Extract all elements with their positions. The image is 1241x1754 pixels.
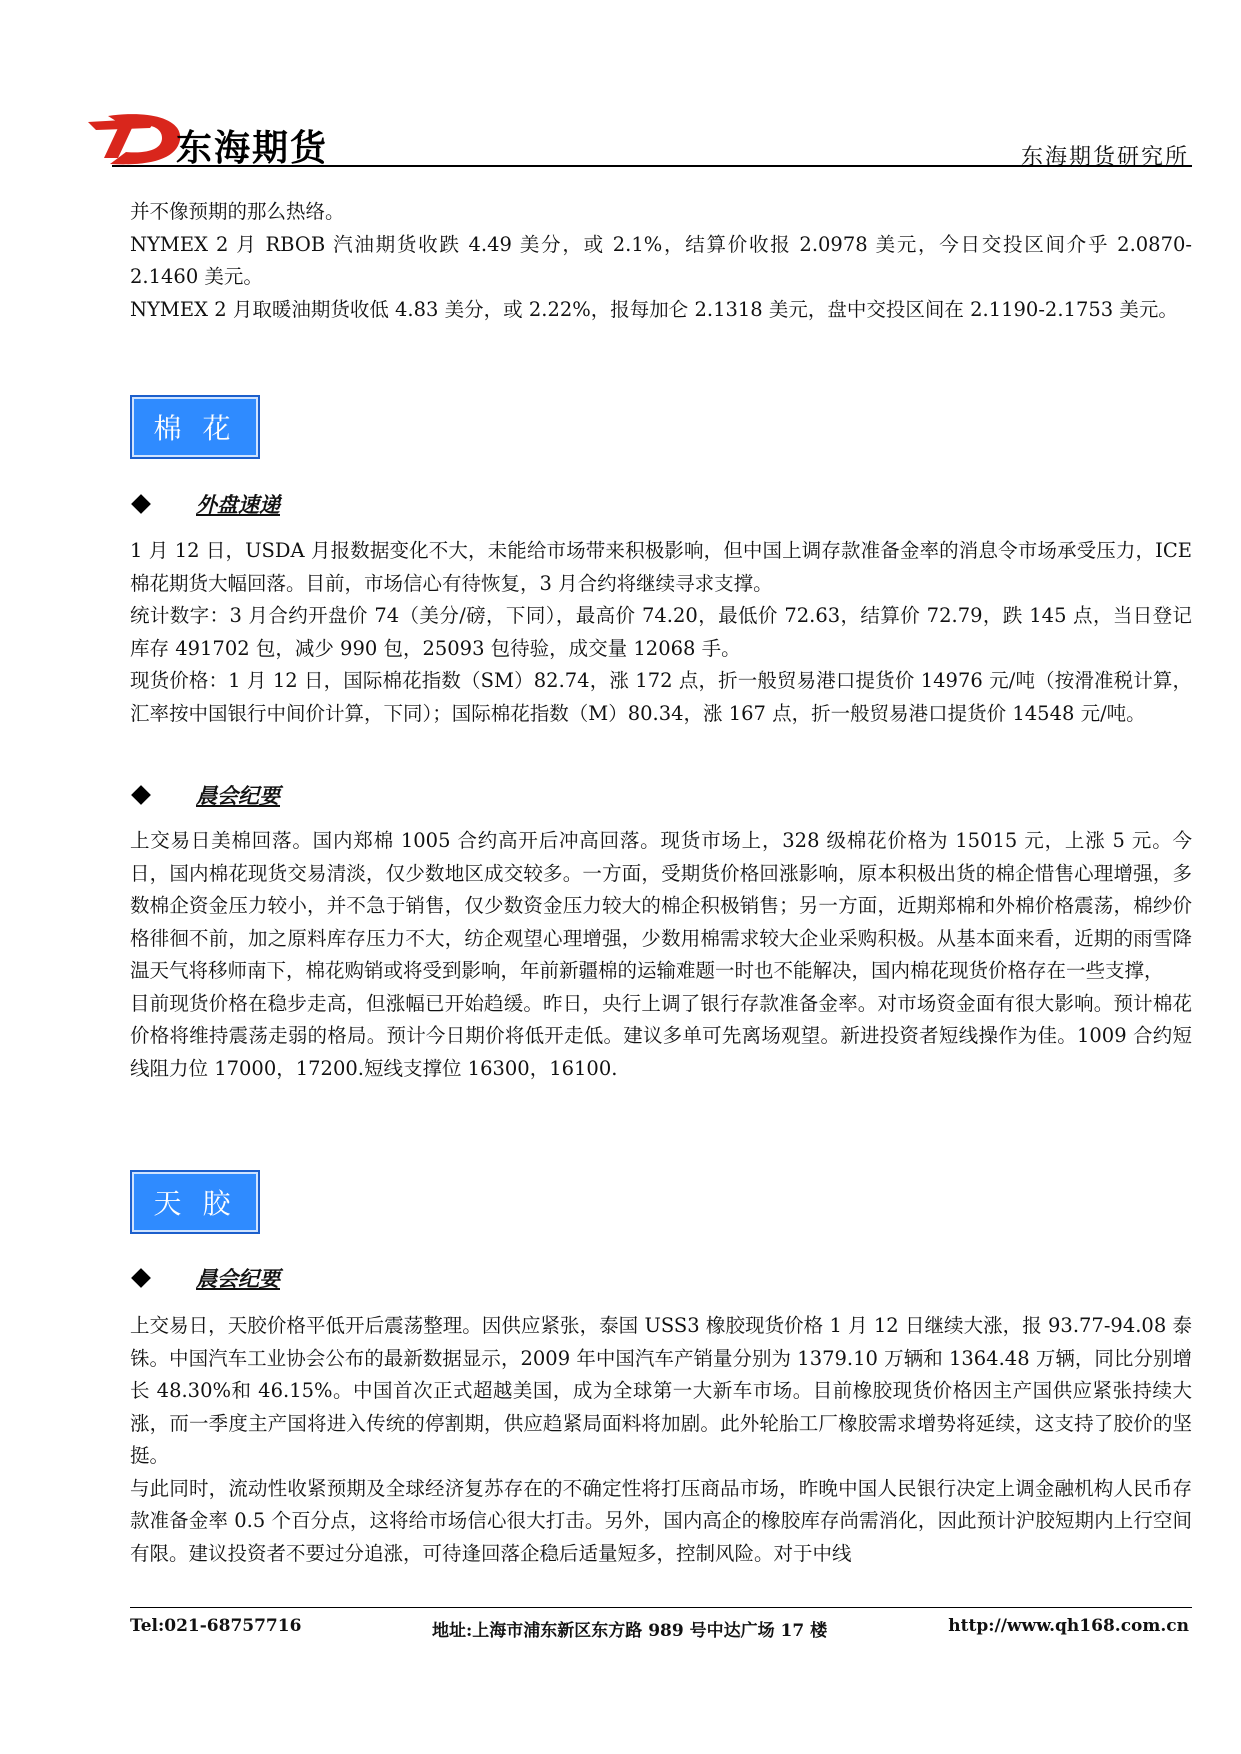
paragraph: 现货价格：1 月 12 日，国际棉花指数（SM）82.74，涨 172 点，折一般贸易港口提货价 14976 元/吨（按滑准税计算，汇率按中国银行中间价计算，下同）；国际棉花指数（M）80.34，涨 167 点，折一般贸易港口提货价 14548 元/吨。: [130, 669, 1192, 725]
diamond-bullet-icon: [131, 1268, 151, 1288]
paragraph: 并不像预期的那么热络。: [130, 200, 345, 223]
section-title-rubber: 天 胶: [130, 1170, 260, 1234]
paragraph: 上交易日，天胶价格平低开后震荡整理。因供应紧张，泰国 USS3 橡胶现货价格 1 月 12 日继续大涨，报 93.77-94.08 泰铢。中国汽车工业协会公布的最新数据显示，2009 年中国汽车产销量分别为 1379.10 万辆和 1364.48 万辆，同比分别增长 48.30%和 46.15%。中国首次正式超越美国，成为全球第一大新车市场。目前橡胶现货价格因主产国供应紧张持续大涨，而一季度主产国将进入传统的停割期，供应趋紧局面料将加剧。此外轮胎工厂橡胶需求增势将延续，这支持了胶价的坚挺。: [130, 1314, 1192, 1467]
paragraph: 1 月 12 日，USDA 月报数据变化不大，未能给市场带来积极影响，但中国上调存款准备金率的消息令市场承受压力，ICE 棉花期货大幅回落。目前，市场信心有待恢复，3 月合约将继续寻求支撑。: [130, 539, 1192, 595]
diamond-bullet-icon: [131, 494, 151, 514]
rubber-morning-text: [130, 1310, 1192, 1570]
subheading-morning-notes: [130, 780, 280, 810]
subheading-title: 晨会纪要: [196, 784, 280, 808]
footer-phone: Tel:021-68757716: [130, 1616, 302, 1636]
footer-address: 地址:上海市浦东新区东方路 989 号中达广场 17 楼: [432, 1621, 828, 1641]
header-institute-title: 东海期货研究所: [1020, 145, 1189, 170]
paragraph: 与此同时，流动性收紧预期及全球经济复苏存在的不确定性将打压商品市场，昨晚中国人民银行决定上调金融机构人民币存款准备金率 0.5 个百分点，这将给市场信心很大打击。另外，国内高企的橡胶库存尚需消化，因此预计沪胶短期内上行空间有限。建议投资者不要过分追涨，可待逢回落企稳后适量短多，控制风险。对于中线: [130, 1476, 1192, 1565]
subheading-title: 晨会纪要: [196, 1267, 280, 1291]
footer-divider: [130, 1607, 1192, 1608]
paragraph: NYMEX 2 月 RBOB 汽油期货收跌 4.49 美分，或 2.1%，结算价收报 2.0978 美元，今日交投区间介乎 2.0870-2.1460 美元。: [130, 232, 1192, 288]
logo-text: 东海期货: [176, 128, 329, 169]
cotton-overseas-text: [130, 535, 1192, 730]
footer-url-link[interactable]: http://www.qh168.com.cn: [948, 1616, 1189, 1636]
cotton-morning-text: [130, 825, 1192, 1085]
subheading-title: 外盘速递: [196, 493, 280, 517]
header-divider: [112, 165, 1192, 167]
intro-section: [130, 196, 1192, 326]
subheading-overseas: [130, 489, 280, 519]
paragraph: 目前现货价格在稳步走高，但涨幅已开始趋缓。昨日，央行上调了银行存款准备金率。对市场资金面有很大影响。预计棉花价格将维持震荡走弱的格局。预计今日期价将低开走低。建议多单可先离场观望。新进投资者短线操作为佳。1009 合约短线阻力位 17000，17200.短线支撑位 16300，16100.: [130, 991, 1192, 1080]
paragraph: 上交易日美棉回落。国内郑棉 1005 合约高开后冲高回落。现货市场上，328 级棉花价格为 15015 元，上涨 5 元。今日，国内棉花现货交易清淡，仅少数地区成交较多。一方面，受期货价格回涨影响，原本积极出货的棉企惜售心理增强，多数棉企资金压力较小，并不急于销售，仅少数资金压力较大的棉企积极销售；另一方面，近期郑棉和外棉价格震荡，棉纱价格徘徊不前，加之原料库存压力不大，纺企观望心理增强，少数用棉需求较大企业采购积极。从基本面来看，近期的雨雪降温天气将移师南下，棉花购销或将受到影响，年前新疆棉的运输难题一时也不能解决，国内棉花现货价格存在一些支撑，: [130, 829, 1192, 982]
diamond-bullet-icon: [131, 785, 151, 805]
section-title-cotton: 棉 花: [130, 395, 260, 459]
paragraph: 统计数字：3 月合约开盘价 74（美分/磅，下同），最高价 74.20，最低价 72.63，结算价 72.79，跌 145 点，当日登记库存 491702 包，减少 990 包，25093 包待验，成交量 12068 手。: [130, 604, 1192, 660]
subheading-morning-notes: [130, 1263, 280, 1293]
paragraph: NYMEX 2 月取暖油期货收低 4.83 美分，或 2.22%，报每加仑 2.1318 美元，盘中交投区间在 2.1190-2.1753 美元。: [130, 297, 1178, 321]
